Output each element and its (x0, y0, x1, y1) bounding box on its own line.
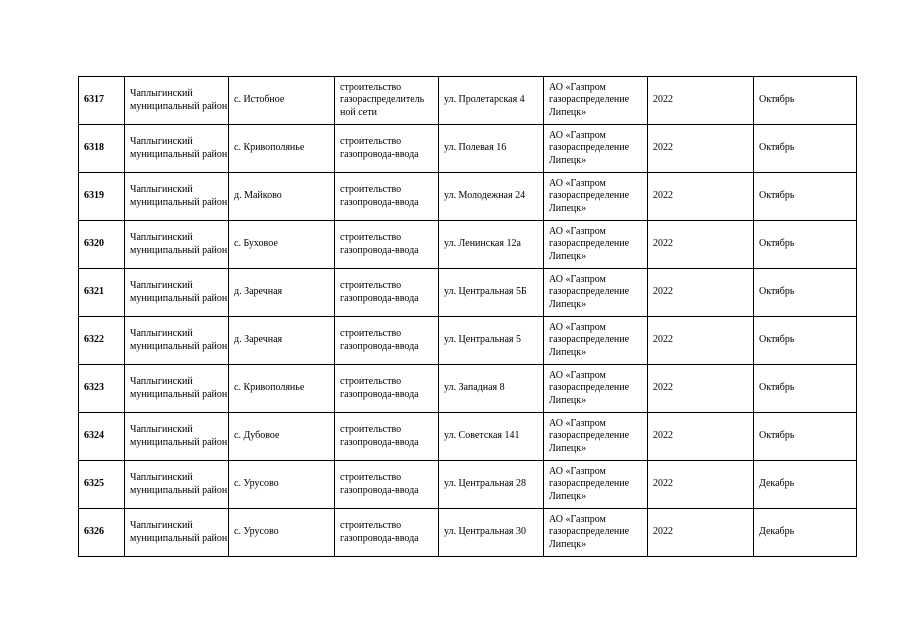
row-number-text: 6326 (84, 526, 104, 538)
address-cell-text: ул. Советская 141 (444, 430, 520, 442)
row-number-text: 6319 (84, 190, 104, 202)
settlement-cell-text: с. Истобное (234, 94, 285, 106)
row-number-text: 6320 (84, 238, 104, 250)
month-cell (754, 173, 857, 221)
organization-cell-text: АО «Газпром газораспределение Липецк» (549, 417, 630, 454)
organization-cell (544, 77, 648, 125)
month-cell-text: Октябрь (759, 430, 795, 442)
work-type-cell (335, 269, 439, 317)
year-cell (648, 173, 754, 221)
district-cell-text: Чаплыгинский муниципальный район (130, 520, 228, 544)
district-cell (125, 413, 229, 461)
year-cell (648, 317, 754, 365)
address-cell-text: ул. Ленинская 12а (444, 238, 521, 250)
address-cell-text: ул. Центральная 30 (444, 526, 527, 538)
settlement-cell-text: с. Урусово (234, 478, 279, 490)
district-cell-text: Чаплыгинский муниципальный район (130, 280, 228, 304)
settlement-cell-text: д. Заречная (234, 286, 283, 298)
work-type-cell-text: строительство газопровода-ввода (340, 472, 419, 496)
month-cell-text: Октябрь (759, 334, 795, 346)
year-cell-text: 2022 (653, 430, 673, 442)
month-cell-text: Октябрь (759, 238, 795, 250)
organization-cell (544, 317, 648, 365)
work-type-cell-text: строительство газопровода-ввода (340, 520, 419, 544)
district-cell (125, 269, 229, 317)
settlement-cell (229, 125, 335, 173)
work-type-cell (335, 365, 439, 413)
district-cell (125, 365, 229, 413)
organization-cell-text: АО «Газпром газораспределение Липецк» (549, 177, 630, 214)
row-number (79, 413, 125, 461)
month-cell-text: Октябрь (759, 190, 795, 202)
address-cell (439, 509, 544, 557)
year-cell-text: 2022 (653, 238, 673, 250)
table-row (79, 125, 857, 173)
month-cell (754, 365, 857, 413)
district-cell (125, 77, 229, 125)
district-cell-text: Чаплыгинский муниципальный район (130, 184, 228, 208)
work-type-cell (335, 461, 439, 509)
table-row (79, 317, 857, 365)
organization-cell (544, 269, 648, 317)
row-number (79, 509, 125, 557)
settlement-cell-text: д. Майково (234, 190, 282, 202)
settlement-cell (229, 317, 335, 365)
settlement-cell (229, 413, 335, 461)
address-cell-text: ул. Центральная 5 (444, 334, 522, 346)
settlement-cell (229, 509, 335, 557)
year-cell-text: 2022 (653, 382, 673, 394)
work-type-cell-text: строительство газопровода-ввода (340, 136, 419, 160)
year-cell-text: 2022 (653, 334, 673, 346)
row-number (79, 221, 125, 269)
month-cell (754, 269, 857, 317)
table-row (79, 413, 857, 461)
address-cell (439, 269, 544, 317)
address-cell-text: ул. Молодежная 24 (444, 190, 526, 202)
organization-cell (544, 125, 648, 173)
table-row (79, 77, 857, 125)
year-cell (648, 221, 754, 269)
address-cell (439, 221, 544, 269)
row-number-text: 6321 (84, 286, 104, 298)
work-type-cell-text: строительство газопровода-ввода (340, 328, 419, 352)
table-body (79, 77, 857, 557)
row-number (79, 461, 125, 509)
address-cell (439, 365, 544, 413)
month-cell-text: Декабрь (759, 526, 795, 538)
row-number (79, 317, 125, 365)
row-number-text: 6325 (84, 478, 104, 490)
year-cell-text: 2022 (653, 286, 673, 298)
address-cell (439, 125, 544, 173)
settlement-cell-text: с. Урусово (234, 526, 279, 538)
row-number (79, 365, 125, 413)
district-cell (125, 221, 229, 269)
district-cell-text: Чаплыгинский муниципальный район (130, 472, 228, 496)
settlement-cell (229, 269, 335, 317)
settlement-cell (229, 461, 335, 509)
month-cell-text: Октябрь (759, 382, 795, 394)
address-cell (439, 77, 544, 125)
district-cell (125, 317, 229, 365)
district-cell-text: Чаплыгинский муниципальный район (130, 376, 228, 400)
work-type-cell (335, 125, 439, 173)
month-cell (754, 461, 857, 509)
table-row (79, 509, 857, 557)
work-type-cell-text: строительство газопровода-ввода (340, 184, 419, 208)
address-cell (439, 317, 544, 365)
table-row (79, 221, 857, 269)
work-type-cell (335, 77, 439, 125)
address-cell-text: ул. Полевая 16 (444, 142, 507, 154)
organization-cell-text: АО «Газпром газораспределение Липецк» (549, 321, 630, 358)
settlement-cell-text: с. Дубовое (234, 430, 280, 442)
month-cell (754, 317, 857, 365)
work-type-cell-text: строительство газопровода-ввода (340, 376, 419, 400)
settlement-cell-text: с. Кривополянье (234, 142, 305, 154)
settlement-cell-text: с. Кривополянье (234, 382, 305, 394)
work-type-cell (335, 317, 439, 365)
organization-cell-text: АО «Газпром газораспределение Липецк» (549, 465, 630, 502)
year-cell (648, 269, 754, 317)
settlement-cell-text: с. Буховое (234, 238, 278, 250)
organization-cell-text: АО «Газпром газораспределение Липецк» (549, 225, 630, 262)
month-cell-text: Октябрь (759, 142, 795, 154)
address-cell (439, 413, 544, 461)
month-cell (754, 221, 857, 269)
work-type-cell (335, 413, 439, 461)
district-cell-text: Чаплыгинский муниципальный район (130, 136, 228, 160)
settlement-cell (229, 365, 335, 413)
work-type-cell (335, 509, 439, 557)
year-cell (648, 461, 754, 509)
table-row (79, 365, 857, 413)
address-cell-text: ул. Западная 8 (444, 382, 505, 394)
row-number (79, 269, 125, 317)
organization-cell (544, 461, 648, 509)
district-cell (125, 509, 229, 557)
year-cell-text: 2022 (653, 190, 673, 202)
organization-cell (544, 509, 648, 557)
year-cell (648, 77, 754, 125)
address-cell (439, 461, 544, 509)
work-type-cell-text: строительство газопровода-ввода (340, 232, 419, 256)
month-cell-text: Декабрь (759, 478, 795, 490)
organization-cell-text: АО «Газпром газораспределение Липецк» (549, 129, 630, 166)
year-cell-text: 2022 (653, 478, 673, 490)
row-number-text: 6322 (84, 334, 104, 346)
address-cell (439, 173, 544, 221)
organization-cell-text: АО «Газпром газораспределение Липецк» (549, 273, 630, 310)
table-row (79, 269, 857, 317)
organization-cell-text: АО «Газпром газораспределение Липецк» (549, 81, 630, 118)
organization-cell-text: АО «Газпром газораспределение Липецк» (549, 513, 630, 550)
table-row (79, 461, 857, 509)
row-number-text: 6318 (84, 142, 104, 154)
address-cell-text: ул. Центральная 28 (444, 478, 527, 490)
organization-cell (544, 173, 648, 221)
organization-cell (544, 221, 648, 269)
work-type-cell-text: строительство газораспределитель ной сети (340, 81, 425, 118)
year-cell (648, 509, 754, 557)
month-cell (754, 125, 857, 173)
year-cell (648, 365, 754, 413)
month-cell (754, 77, 857, 125)
row-number (79, 77, 125, 125)
district-cell-text: Чаплыгинский муниципальный район (130, 232, 228, 256)
settlement-cell (229, 77, 335, 125)
year-cell-text: 2022 (653, 142, 673, 154)
district-cell (125, 125, 229, 173)
row-number-text: 6323 (84, 382, 104, 394)
row-number (79, 173, 125, 221)
year-cell (648, 125, 754, 173)
settlement-cell (229, 173, 335, 221)
work-type-cell-text: строительство газопровода-ввода (340, 280, 419, 304)
district-cell-text: Чаплыгинский муниципальный район (130, 88, 228, 112)
year-cell-text: 2022 (653, 526, 673, 538)
address-cell-text: ул. Пролетарская 4 (444, 94, 525, 106)
row-number-text: 6324 (84, 430, 104, 442)
month-cell (754, 413, 857, 461)
district-cell-text: Чаплыгинский муниципальный район (130, 424, 228, 448)
row-number-text: 6317 (84, 94, 104, 106)
district-cell-text: Чаплыгинский муниципальный район (130, 328, 228, 352)
work-type-cell (335, 221, 439, 269)
table-row (79, 173, 857, 221)
organization-cell (544, 365, 648, 413)
district-cell (125, 173, 229, 221)
address-cell-text: ул. Центральная 5Б (444, 286, 527, 298)
settlement-cell-text: д. Заречная (234, 334, 283, 346)
month-cell-text: Октябрь (759, 94, 795, 106)
year-cell-text: 2022 (653, 94, 673, 106)
work-type-cell-text: строительство газопровода-ввода (340, 424, 419, 448)
district-cell (125, 461, 229, 509)
year-cell (648, 413, 754, 461)
gasification-schedule-table (78, 76, 857, 557)
row-number (79, 125, 125, 173)
work-type-cell (335, 173, 439, 221)
organization-cell (544, 413, 648, 461)
organization-cell-text: АО «Газпром газораспределение Липецк» (549, 369, 630, 406)
settlement-cell (229, 221, 335, 269)
month-cell (754, 509, 857, 557)
month-cell-text: Октябрь (759, 286, 795, 298)
